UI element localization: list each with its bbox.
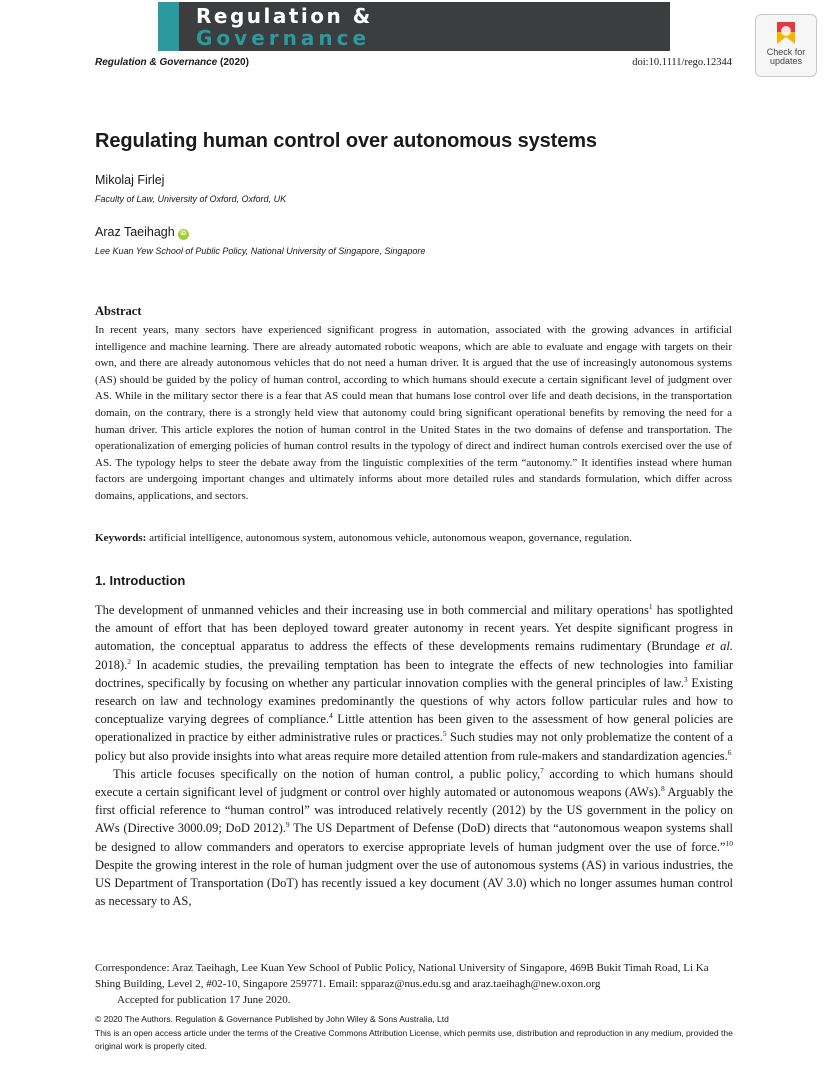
author-affiliation: Lee Kuan Yew School of Public Policy, National University of Singapore, Singapore bbox=[95, 246, 426, 256]
keywords bbox=[95, 531, 735, 545]
footnote-ref[interactable]: 4 bbox=[329, 711, 333, 721]
article-title: Regulating human control over autonomous systems bbox=[95, 130, 597, 152]
footnote-ref[interactable]: 7 bbox=[540, 765, 544, 775]
journal-banner bbox=[158, 2, 670, 51]
keywords-label: Keywords: bbox=[95, 532, 147, 544]
paragraph: The development of unmanned vehicles and their increasing use in both commercial and military operations$^1$ has spotlighted the amount of effort that has been deployed toward greater autonomy in recent years. Yet despite significant progress in automation, the conceptual apparatus to address the effects of these developments remains rudimentary (Brundage et al. 2018).$^2$ In academic studies, the prevailing temptation has been to integrate the effects of new technologies into familiar doctrines, specifically by focusing on whether any particular innovation complies with the general principles of law.$^3$ Existing research on law and technology examines predominantly the questions of why actors follow particular rules and how to conceptualize varying degrees of compliance.$^4$ Little attention has been given to the assessment of how general policies are operationalized in practice by either administrative rules or practices.$^5$ Such studies may not only problematize the content of a policy but also provide insights into what areas require more detailed attention from rule-makers and standardization agencies.$^6$ bbox=[95, 601, 734, 763]
footnote-ref[interactable]: 8 bbox=[660, 783, 665, 793]
journal-name: Regulation & Governance bbox=[95, 57, 218, 68]
footnote-ref[interactable]: 1 bbox=[648, 601, 653, 611]
author-name: Mikolaj Firlej bbox=[95, 173, 165, 187]
check-for-updates-label: Check for updates bbox=[766, 47, 806, 66]
footnote-ref[interactable]: 10 bbox=[725, 838, 733, 848]
journal-citation bbox=[95, 57, 249, 68]
body-text bbox=[95, 601, 733, 910]
copyright-notice: © 2020 The Authors. Regulation & Governance Published by John Wiley & Sons Australia, Ltd This is an open access article under the terms of the Creative Commons Attribution License, which permits use, distribution and reproduction in any medium, provided the original work is properly cited. bbox=[95, 1013, 735, 1054]
doi-link[interactable]: doi:10.1111/rego.12344 bbox=[632, 57, 732, 68]
abstract-text: In recent years, many sectors have experienced significant progress in automation, associated with the growing advances in artificial intelligence and machine learning. There are already automated robotic weapons, which are able to evaluate and engage with targets on their own, and there are already autonomous vehicles that do not need a human driver. It is argued that the use of increasingly autonomous systems (AS) should be guided by the policy of human control, according to which humans should execute a certain significant level of judgment over AS. While in the military sector there is a fear that AS could mean that humans lose control over life and death decisions, in the transportation domain, on the contrary, there is a strongly held view that autonomy could bring significant operational benefits by removing the need for a human driver. This article explores the notion of human control in the United States in the two domains of defense and transportation. The operationalization of emerging policies of human control results in the typology of direct and indirect human controls exercised over the use of AS. The typology helps to steer the debate away from the linguistic complexities of the term “autonomy.” It identifies instead where human factors are undergoing important changes and ultimately informs about more detailed rules and standards formulation, which differ across domains, applications, and sectors. bbox=[95, 324, 732, 502]
footnote-ref[interactable]: 6 bbox=[727, 747, 732, 757]
author-name: Araz Taeihagh iD bbox=[95, 225, 189, 240]
accepted-date: Accepted for publication 17 June 2020. bbox=[117, 994, 291, 1007]
abstract-heading: Abstract bbox=[95, 304, 142, 318]
footnote-ref[interactable]: 2 bbox=[127, 656, 132, 666]
paragraph: This article focuses specifically on the notion of human control, a public policy,$^7$ according to which humans should execute a certain significant level of judgment or control over highly automated or autonomous weapons (AWs).$^8$ Arguably the first official reference to “human control” was introduced relatively recently (2012) by the US government in the policy on AWs (Directive 3000.09; DoD 2012).$^9$ The US Department of Defense (DoD) directs that “autonomous weapon systems shall be designed to allow commanders and operators to exercise appropriate levels of human judgment over the use of force.”$^{10}$ Despite the growing interest in the role of human judgment over the use of autonomous systems (AS) in various industries, the US Department of Transportation (DoT) has recently issued a key document (AV 3.0) which no longer assumes human control as necessary to AS, bbox=[95, 765, 734, 909]
correspondence-note: Correspondence: Araz Taeihagh, Lee Kuan Yew School of Public Policy, National University of Singapore, 469B Bukit Timah Road, Li Ka Shing Building, Level 2, #02-10, Singapore 259771. Email: spparaz@nus.edu.sg and araz.taeihagh@new.oxon.org Accepted for publication 17 June 2020. bbox=[95, 960, 735, 1009]
banner-title-line2: Governance bbox=[196, 26, 371, 50]
banner-title-line1: Regulation & bbox=[196, 4, 373, 28]
author-affiliation: Faculty of Law, University of Oxford, Oxford, UK bbox=[95, 194, 287, 204]
footnote-ref[interactable]: 9 bbox=[285, 820, 290, 830]
keywords-list: artificial intelligence, autonomous system, autonomous vehicle, autonomous weapon, governance, regulation. bbox=[146, 532, 633, 544]
license-text: This is an open access article under the terms of the Creative Commons Attribution License, which permits use, distribution and reproduction in any medium, provided the original work is properly cited. bbox=[95, 1027, 733, 1051]
orcid-icon[interactable]: iD bbox=[178, 229, 189, 240]
footnote-ref[interactable]: 5 bbox=[442, 729, 447, 739]
section-heading: 1. Introduction bbox=[95, 573, 186, 588]
check-for-updates-button[interactable] bbox=[755, 14, 817, 77]
journal-year: (2020) bbox=[220, 57, 249, 68]
banner-accent-bar bbox=[158, 2, 179, 51]
bookmark-icon bbox=[775, 20, 797, 46]
footnote-ref[interactable]: 3 bbox=[683, 674, 688, 684]
